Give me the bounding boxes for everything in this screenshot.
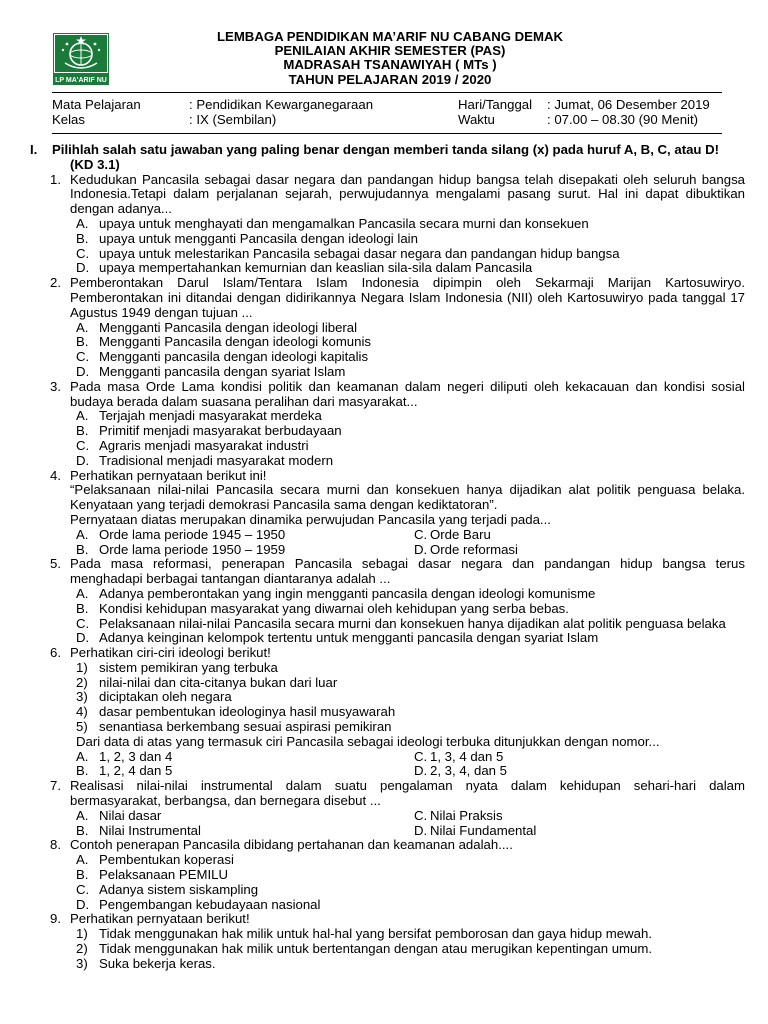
statement-item: [70, 957, 745, 972]
question-text: Perhatikan pernyataan berikut!: [70, 911, 250, 927]
time-value: : 07.00 – 08.30 (90 Menit): [547, 112, 699, 127]
question-text: Pada masa reformasi, penerapan Pancasila sebagai dasar negara dan pandangan hidup bangsa terus menghadapi berbagai tantangan diantaranya adalah ...: [70, 556, 745, 587]
option-text: Nilai Instrumental: [99, 822, 201, 838]
option-text: Pelaksanaan PEMILU: [99, 867, 229, 883]
class-value: : IX (Sembilan): [189, 112, 277, 127]
question-quote: “Pelaksanaan nilai-nilai Pancasila secara murni dan konsekuen hanya dijadikan alat politik penguasa belaka. Kenyataan yang terjadi demokrasi Pancasila sama dengan kediktatoran”.: [70, 482, 745, 513]
option-text: Pembentukan koperasi: [99, 852, 234, 868]
document-header: [0, 28, 768, 86]
option-text: 1, 2, 3 dan 4: [99, 748, 173, 764]
option-text: Orde reformasi: [430, 541, 518, 557]
class-label: Kelas: [52, 112, 85, 127]
year-title: TAHUN PELAJARAN 2019 / 2020: [288, 71, 492, 87]
statement-text: dasar pembentukan ideologinya hasil musyawarah: [99, 704, 396, 720]
question-9: [30, 912, 745, 971]
statement-number: 2): [76, 941, 88, 957]
option-letter: B.: [76, 867, 89, 883]
option-text: Adanya sistem siskampling: [99, 881, 259, 897]
question-number: 6.: [50, 645, 61, 661]
option-text: Mengganti Pancasila dengan ideologi komunis: [99, 334, 371, 350]
option-letter: C.: [76, 245, 90, 261]
option-letter: D.: [414, 763, 428, 779]
option-d[interactable]: [70, 365, 745, 380]
section-multiple-choice: [30, 143, 745, 972]
option-text: Adanya keinginan kelompok tertentu untuk mengganti pancasila dengan syariat Islam: [99, 630, 599, 646]
option-a[interactable]: [70, 528, 414, 543]
option-letter: D.: [414, 822, 428, 838]
statement-item: [70, 690, 745, 705]
option-letter: A.: [76, 319, 89, 335]
option-c[interactable]: [414, 809, 714, 824]
option-letter: D.: [76, 630, 90, 646]
header-divider: [52, 92, 722, 93]
subject-label: Mata Pelajaran: [52, 97, 141, 112]
option-text: upaya untuk melestarikan Pancasila sebagai dasar negara dan pandangan hidup bangsa: [99, 245, 620, 261]
header-titles: [140, 30, 640, 87]
option-letter: C.: [76, 349, 90, 365]
info-divider: [52, 133, 722, 134]
option-text: Kondisi kehidupan masyarakat yang diwarnai oleh kehidupan yang serba bebas.: [99, 600, 569, 616]
statement-text: senantiasa berkembang sesuai aspirasi pemikiran: [99, 719, 392, 735]
question-number: 1.: [50, 171, 61, 187]
question-number: 5.: [50, 556, 61, 572]
statement-item: [70, 720, 745, 735]
option-text: Mengganti pancasila dengan ideologi kapitalis: [99, 349, 369, 365]
option-letter: C.: [414, 807, 428, 823]
option-letter: B.: [76, 822, 89, 838]
option-text: Mengganti Pancasila dengan ideologi liberal: [99, 319, 358, 335]
option-text: Orde Baru: [430, 526, 491, 542]
statement-item: [70, 676, 745, 691]
logo-caption: LP MA'ARIF NU: [55, 77, 107, 84]
option-letter: A.: [76, 807, 89, 823]
option-text: upaya untuk menghayati dan mengamalkan Pancasila secara murni dan konsekuen: [99, 215, 589, 231]
day-value: : Jumat, 06 Desember 2019: [547, 97, 710, 112]
instruction-text: Pilihlah salah satu jawaban yang paling benar dengan memberi tanda silang (x) pada huruf A, B, C, atau D!: [52, 142, 720, 157]
option-a[interactable]: [70, 853, 745, 868]
option-a[interactable]: [70, 750, 414, 765]
option-text: 1, 3, 4 dan 5: [430, 748, 504, 764]
question-prompt: Dari data di atas yang termasuk ciri Pancasila sebagai ideologi terbuka ditunjukkan dengan nomor...: [76, 733, 660, 749]
statement-text: Suka bekerja keras.: [99, 955, 216, 971]
option-c[interactable]: [70, 247, 745, 262]
section-instruction: [30, 143, 745, 158]
option-d[interactable]: [70, 898, 745, 913]
question-number: 9.: [50, 911, 61, 927]
option-letter: B.: [76, 230, 89, 246]
statement-text: sistem pemikiran yang terbuka: [99, 659, 278, 675]
option-text: Pengembangan kebudayaan nasional: [99, 896, 321, 912]
option-text: Adanya pemberontakan yang ingin mengganti pancasila dengan ideologi komunisme: [99, 585, 596, 601]
question-2: [30, 276, 745, 380]
question-text: Pemberontakan Darul Islam/Tentara Islam Indonesia dipimpin oleh Sekarmaji Marijan Kartosuwiryo. Pemberontakan ini ditandai dengan didirikannya Negara Islam Indonesia (NII) oleh Kartosuwiryo pada tanggal 17 Agustus 1949 dengan tujuan ...: [70, 275, 745, 320]
option-a[interactable]: [70, 321, 745, 336]
option-c[interactable]: [70, 439, 745, 454]
question-6: [30, 646, 745, 779]
statement-number: 3): [76, 955, 88, 971]
option-c[interactable]: [70, 883, 745, 898]
option-b[interactable]: [70, 424, 745, 439]
statement-number: 1): [76, 926, 88, 942]
question-text: Realisasi nilai-nilai instrumental dalam suatu pengalaman nyata dalam kehidupan sehari-hari dalam bermasyarakat, berbangsa, dan bernegara disebut ...: [70, 778, 745, 809]
option-a[interactable]: [70, 217, 745, 232]
question-3: [30, 380, 745, 469]
option-letter: B.: [76, 600, 89, 616]
statement-item: [70, 705, 745, 720]
statement-number: 3): [76, 689, 88, 705]
option-letter: B.: [76, 423, 89, 439]
option-text: Primitif menjadi masyarakat berbudayaan: [99, 423, 342, 439]
option-text: Agraris menjadi masyarakat industri: [99, 437, 309, 453]
option-a[interactable]: [70, 587, 745, 602]
option-text: upaya mempertahankan kemurnian dan keaslian sila-sila dalam Pancasila: [99, 260, 533, 276]
option-letter: C.: [414, 748, 428, 764]
statement-item: [70, 927, 745, 942]
option-letter: D.: [76, 896, 90, 912]
time-label: Waktu: [458, 112, 495, 127]
statement-number: 4): [76, 704, 88, 720]
option-letter: C.: [76, 615, 90, 631]
option-text: Nilai dasar: [99, 807, 162, 823]
option-text: Orde lama periode 1945 – 1950: [99, 526, 286, 542]
option-letter: A.: [76, 852, 89, 868]
option-c[interactable]: [70, 350, 745, 365]
option-letter: C.: [76, 437, 90, 453]
section-numeral: I.: [30, 142, 38, 157]
option-d[interactable]: [70, 631, 745, 646]
lp-maarif-nu-logo: [53, 33, 109, 85]
institution-title: LEMBAGA PENDIDIKAN MA’ARIF NU CABANG DEMAK: [216, 29, 564, 44]
question-number: 2.: [50, 275, 61, 291]
option-letter: D.: [76, 260, 90, 276]
option-letter: B.: [76, 763, 89, 779]
option-d[interactable]: [414, 824, 714, 839]
option-b[interactable]: [70, 824, 414, 839]
option-text: Terjajah menjadi masyarakat merdeka: [99, 408, 322, 424]
exam-title: PENILAIAN AKHIR SEMESTER (PAS): [274, 43, 506, 59]
option-letter: D.: [76, 363, 90, 379]
option-c[interactable]: [414, 528, 714, 543]
option-letter: A.: [76, 748, 89, 764]
question-text: Pada masa Orde Lama kondisi politik dan keamanan dalam negeri diliputi oleh kekacauan dan kondisi sosial budaya berada dalam suasana peralihan dari masyarakat...: [70, 378, 745, 409]
option-text: Nilai Fundamental: [430, 822, 537, 838]
option-b[interactable]: [70, 868, 745, 883]
nu-emblem-icon: [53, 33, 109, 85]
option-letter: D.: [414, 541, 428, 557]
exam-info: [52, 98, 732, 128]
question-text: Perhatikan ciri-ciri ideologi berikut!: [70, 645, 271, 661]
option-text: Nilai Praksis: [430, 807, 503, 823]
option-letter: B.: [76, 334, 89, 350]
statement-number: 5): [76, 719, 88, 735]
option-c[interactable]: [414, 750, 714, 765]
question-7: [30, 779, 745, 838]
info-row-class: [52, 113, 732, 128]
option-d[interactable]: [70, 454, 745, 469]
option-letter: A.: [76, 215, 89, 231]
option-text: 1, 2, 4 dan 5: [99, 763, 173, 779]
option-letter: A.: [76, 408, 89, 424]
question-text: Contoh penerapan Pancasila dibidang pertahanan dan keamanan adalah....: [70, 837, 513, 853]
option-a[interactable]: [70, 409, 745, 424]
question-text: Perhatikan pernyataan berikut ini!: [70, 467, 267, 483]
option-d[interactable]: [414, 543, 714, 558]
info-row-subject: [52, 98, 732, 113]
question-4: [30, 469, 745, 558]
subject-value: : Pendidikan Kewarganegaraan: [189, 97, 374, 112]
option-letter: B.: [76, 541, 89, 557]
option-letter: A.: [76, 526, 89, 542]
option-letter: D.: [76, 452, 90, 468]
question-number: 8.: [50, 837, 61, 853]
question-prompt: Pernyataan diatas merupakan dinamika perwujudan Pancasila yang terjadi pada...: [70, 511, 551, 527]
option-a[interactable]: [70, 809, 414, 824]
option-b[interactable]: [70, 232, 745, 247]
option-c[interactable]: [70, 617, 745, 632]
option-letter: C.: [76, 881, 90, 897]
question-text: Kedudukan Pancasila sebagai dasar negara dan pandangan hidup bangsa telah disepakati oleh seluruh bangsa Indonesia.Tetapi dalam perjalanan sejarah, perwujudannya mengalami pasang surut. Hal ini dapat dibuktikan dengan adanya...: [70, 171, 745, 217]
question-8: [30, 838, 745, 912]
statement-number: 2): [76, 674, 88, 690]
option-d[interactable]: [414, 764, 714, 779]
option-text: Orde lama periode 1950 – 1959: [99, 541, 286, 557]
question-5: [30, 557, 745, 646]
option-b[interactable]: [70, 543, 414, 558]
school-title: MADRASAH TSANAWIYAH ( MTs ): [283, 57, 497, 73]
statement-number: 1): [76, 659, 88, 675]
option-letter: C.: [414, 526, 428, 542]
question-number: 4.: [50, 467, 61, 483]
statement-text: diciptakan oleh negara: [99, 689, 232, 705]
option-text: Mengganti pancasila dengan syariat Islam: [99, 363, 346, 379]
option-letter: A.: [76, 585, 89, 601]
statement-text: Tidak menggunakan hak milik untuk hal-hal yang bersifat pemborosan dan gaya hidup mewah.: [99, 926, 652, 942]
option-text: Pelaksanaan nilai-nilai Pancasila secara murni dan konsekuen hanya dijadikan alat politik penguasa belaka: [99, 615, 726, 631]
option-text: upaya untuk mengganti Pancasila dengan ideologi lain: [99, 230, 418, 246]
option-b[interactable]: [70, 602, 745, 617]
option-text: Tradisional menjadi masyarakat modern: [99, 452, 334, 468]
statement-item: [70, 942, 745, 957]
option-d[interactable]: [70, 261, 745, 276]
statement-item: [70, 661, 745, 676]
question-1: [30, 173, 745, 277]
option-text: 2, 3, 4, dan 5: [430, 763, 507, 779]
option-b[interactable]: [70, 764, 414, 779]
question-number: 7.: [50, 778, 61, 794]
day-label: Hari/Tanggal: [458, 97, 533, 112]
statement-text: nilai-nilai dan cita-citanya bukan dari luar: [99, 674, 338, 690]
statement-text: Tidak menggunakan hak milik untuk bertentangan dengan atau merugikan kepentingan umum.: [99, 941, 653, 957]
option-b[interactable]: [70, 335, 745, 350]
kd-label: (KD 3.1): [70, 156, 120, 172]
question-number: 3.: [50, 378, 61, 394]
